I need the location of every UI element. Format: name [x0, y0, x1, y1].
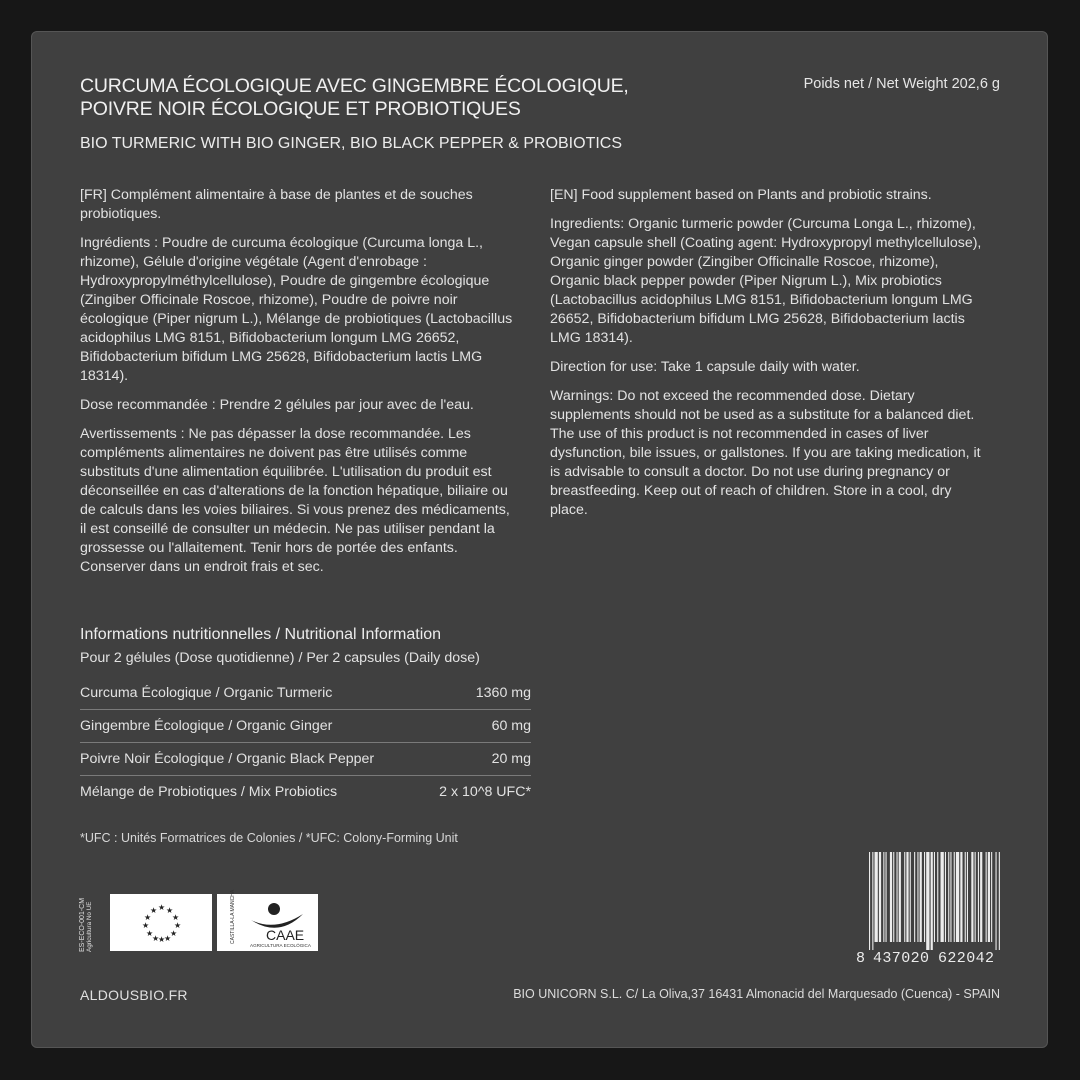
nutrient-value: 2 x 10^8 UFC*: [439, 784, 531, 800]
table-row: [80, 677, 531, 710]
product-subtitle: BIO TURMERIC WITH BIO GINGER, BIO BLACK PEPPER & PROBIOTICS: [80, 135, 623, 152]
barcode-bar: [945, 852, 946, 942]
svg-text:★: ★: [172, 913, 180, 922]
en-warnings: Warnings: Do not exceed the recommended dose. Dietary supplements should not be used as a substitute for a balanced diet. The use of this product is not recommended in cases of liver dysfunction, bile issues, or gallstones. If you are taking medication, it is advisable to consult a doctor. Do not use during pregnancy or breastfeeding. Keep out of reach of children. Store in a cool, dry place.: [550, 388, 981, 518]
svg-text:★: ★: [144, 913, 152, 922]
barcode-bar: [999, 852, 1000, 950]
barcode-bar: [869, 852, 870, 950]
company-address: BIO UNICORN S.L. C/ La Oliva,37 16431 Almonacid del Marquesado (Cuenca) - SPAIN: [513, 987, 1000, 1001]
product-title-line1: CURCUMA ÉCOLOGIQUE AVEC GINGEMBRE ÉCOLOGIQUE,: [80, 75, 629, 97]
barcode-digit-first: 8: [856, 950, 866, 967]
table-row: [80, 743, 531, 776]
barcode-bar: [978, 852, 979, 942]
en-intro: [EN] Food supplement based on Plants and probiotic strains.: [550, 187, 932, 203]
nutrition-subtitle: Pour 2 gélules (Dose quotidienne) / Per 2 capsules (Daily dose): [80, 650, 480, 666]
barcode-bar: [886, 852, 887, 942]
organic-code: ES-ECO-001-CM: [79, 897, 86, 952]
barcode-bar: [986, 852, 987, 942]
barcode-bar: [975, 852, 976, 942]
nutrition-title: Informations nutritionnelles / Nutritional Information: [80, 626, 442, 643]
barcode-bar: [893, 852, 894, 942]
barcode-bar: [965, 852, 966, 942]
product-title-line2: POIVRE NOIR ÉCOLOGIQUE ET PROBIOTIQUES: [80, 98, 521, 120]
nutrient-name: Gingembre Écologique / Organic Ginger: [80, 718, 333, 734]
english-column: [550, 186, 990, 530]
barcode-bar: [883, 852, 884, 942]
label-panel: [31, 31, 1048, 1048]
barcode-bar: [956, 852, 959, 942]
barcode-bar: [897, 852, 898, 942]
barcode-bar: [971, 852, 973, 942]
organic-code-text: [78, 896, 92, 952]
svg-text:★: ★: [164, 934, 172, 943]
barcode-bar: [906, 852, 908, 942]
fr-ingredients: Ingrédients : Poudre de curcuma écologique (Curcuma longa L., rhizome), Gélule d'origine végétale (Agent d'enrobage : Hydroxypropylméthylcellulose), Poudre de gingembre écologique (Zingiber Officinale Roscoe, rhizome), Poudre de poivre noir écologique (Piper nigrum L.), Mélange de probiotiques (Lactobacillus acidophilus LMG 8151, Bifidobacterium longum LMG 26652, Bifidobacterium bifidum LMG 25628, Bifidobacterium lactis LMG 18314).: [80, 235, 513, 384]
svg-text:★: ★: [152, 934, 160, 943]
barcode-bar: [934, 852, 935, 942]
caae-logo: [217, 889, 318, 951]
svg-text:★: ★: [150, 906, 158, 915]
table-row: [80, 776, 531, 808]
barcode-bar: [967, 852, 968, 942]
barcode-bar: [924, 852, 925, 942]
french-column: [80, 186, 520, 587]
fr-dose: Dose recommandée : Prendre 2 gélules par jour avec de l'eau.: [80, 397, 474, 413]
caae-region: CASTILLA-LA MANCHA: [230, 889, 236, 944]
ufc-footnote: *UFC : Unités Formatrices de Colonies / *UFC: Colony-Forming Unit: [80, 831, 458, 845]
barcode-bar: [954, 852, 955, 942]
nutrient-value: 1360 mg: [475, 685, 531, 701]
svg-text:★: ★: [174, 921, 182, 930]
net-weight: Poids net / Net Weight 202,6 g: [803, 76, 1000, 92]
fr-intro: [FR] Complément alimentaire à base de plantes et de souches probiotiques.: [80, 187, 473, 222]
eu-organic-leaf-logo: [110, 894, 212, 951]
svg-text:★: ★: [158, 935, 166, 944]
table-row: [80, 710, 531, 743]
barcode: [856, 852, 1001, 967]
caae-emblem-icon: [217, 889, 318, 951]
barcode-bar: [914, 852, 915, 942]
barcode-digits-group1: 437020: [873, 950, 929, 967]
svg-text:★: ★: [158, 903, 166, 912]
barcode-bar: [950, 852, 951, 942]
barcode-bar: [980, 852, 982, 942]
nutrition-table: [80, 677, 531, 808]
barcode-bar: [931, 852, 933, 950]
barcode-bar: [872, 852, 873, 950]
barcode-bar: [920, 852, 922, 942]
barcode-bar: [937, 852, 938, 942]
barcode-bar: [991, 852, 992, 942]
barcode-digits-group2: 622042: [938, 950, 994, 967]
barcode-bar: [910, 852, 911, 942]
en-direction: Direction for use: Take 1 capsule daily with water.: [550, 359, 860, 375]
svg-text:★: ★: [146, 929, 154, 938]
product-title: [80, 75, 629, 121]
caae-name: CAAE: [266, 927, 305, 943]
caae-tagline: AGRICULTURA ECOLÓGICA: [250, 943, 311, 948]
barcode-bar: [926, 852, 929, 950]
nutrient-value: 20 mg: [491, 751, 531, 767]
nutrient-name: Mélange de Probiotiques / Mix Probiotics: [80, 784, 338, 800]
nutrient-name: Poivre Noir Écologique / Organic Black Pepper: [80, 751, 375, 767]
barcode-bar: [875, 852, 878, 942]
barcode-bar: [941, 852, 944, 942]
organic-origin: Agricultura No UE: [86, 901, 93, 952]
barcode-bar: [996, 852, 997, 950]
eu-stars: [142, 903, 181, 944]
en-ingredients: Ingredients: Organic turmeric powder (Curcuma Longa L., rhizome), Vegan capsule shell (Coating agent: Hydroxypropyl methylcellulose), Organic ginger powder (Zingiber Officinalle Roscoe, rhizome), Organic black pepper powder (Piper Nigrum L.), Mix probiotics (Lactobacillus acidophilus LMG 8151, Bifidobacterium longum LMG 26652, Bifidobacterium bifidum LMG 25628, Bifidobacterium lactis LMG 18314).: [550, 216, 982, 346]
barcode-bar: [899, 852, 901, 942]
eu-organic-leaf-icon: [110, 894, 212, 951]
barcode-bar: [948, 852, 949, 942]
website-link[interactable]: ALDOUSBIO.FR: [80, 987, 188, 1003]
svg-text:★: ★: [166, 906, 174, 915]
barcode-bar: [904, 852, 905, 942]
barcode-bar: [890, 852, 892, 942]
svg-text:★: ★: [170, 929, 178, 938]
barcode-bar: [917, 852, 918, 942]
fr-warnings: Avertissements : Ne pas dépasser la dose recommandée. Les compléments alimentaires ne doivent pas être utilisés comme substituts d'une alimentation équilibrée. L'utilisation du produit est déconseillée en cas d'alterations de la fonction hépatique, biliaire ou de calculs dans les voies biliaires. Si vous prenez des médicaments, il est conseillé de consulter un médecin. Ne pas utiliser pendant la grossesse ou l'allaitement. Tenir hors de portée des enfants. Conserver dans un endroit frais et sec.: [80, 426, 510, 575]
barcode-bar: [960, 852, 962, 942]
svg-text:★: ★: [142, 921, 150, 930]
nutrient-value: 60 mg: [491, 718, 531, 734]
barcode-bar: [988, 852, 990, 942]
nutrient-name: Curcuma Écologique / Organic Turmeric: [80, 685, 333, 701]
barcode-bar: [879, 852, 881, 942]
